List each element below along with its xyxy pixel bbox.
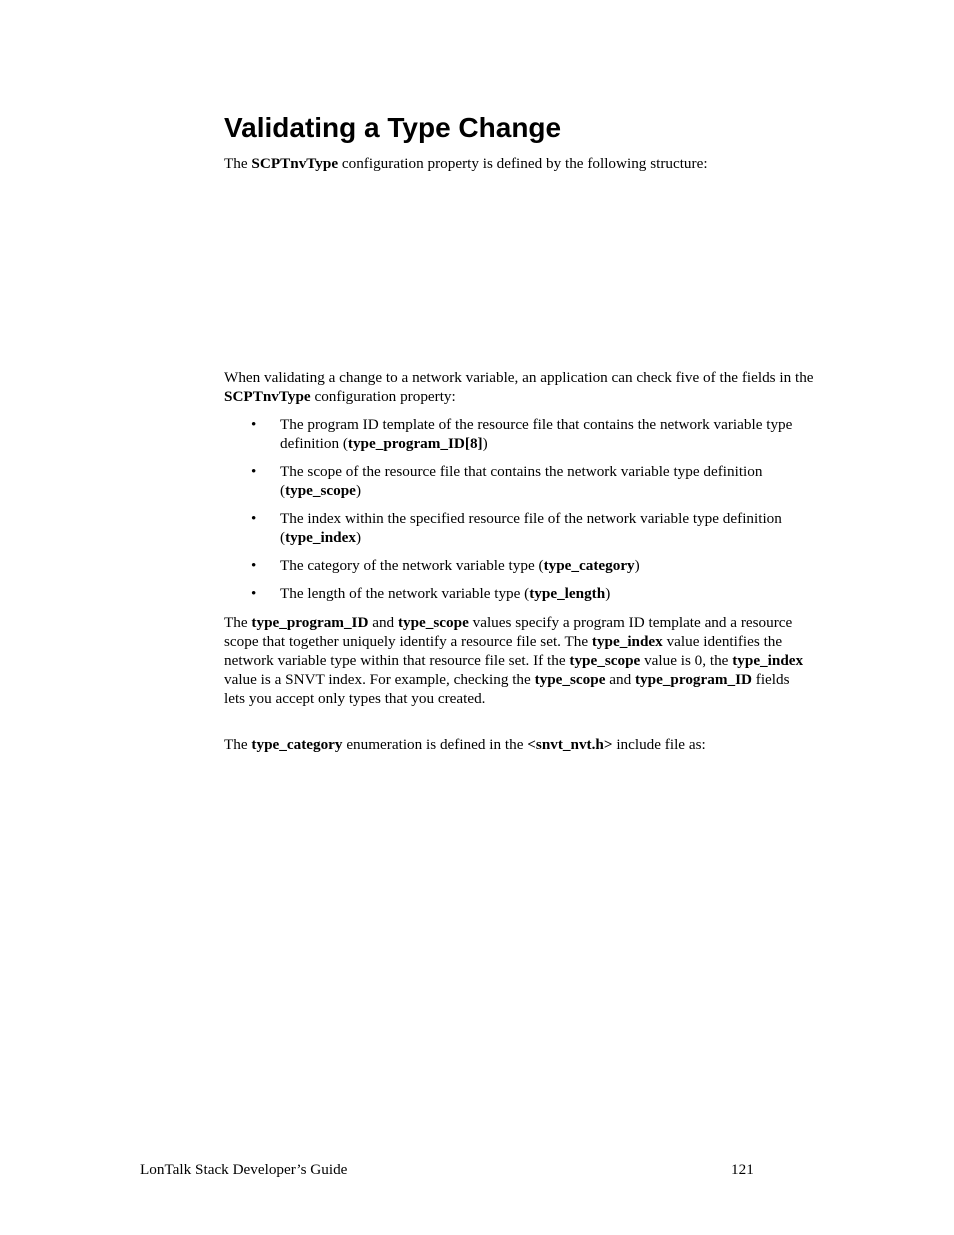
footer-page-number: 121 (731, 1161, 754, 1178)
footer-document-title: LonTalk Stack Developer’s Guide (140, 1161, 348, 1178)
fields-explanation-paragraph: The type_program_ID and type_scope values specify a program ID template and a resource scope that together uniquely identify a resource file set. The type_index value identifies the network variable type within that resource file set. If the type_scope value is 0, the type_index value is a SNVT index. For example, checking the type_scope and type_program_ID fields lets you accept only types that you created. (224, 614, 804, 707)
bullet-icon: • (251, 585, 257, 602)
field-name: type_program_ID[8] (347, 435, 483, 452)
type-category-paragraph: The type_category enumeration is defined in the <snvt_nvt.h> include file as: (224, 736, 706, 753)
scptnvtype-term: SCPTnvType (224, 388, 311, 405)
bullet-icon: • (251, 510, 257, 527)
field-name: type_index (285, 529, 356, 546)
bullet-icon: • (251, 416, 257, 433)
list-item: • The category of the network variable type (type_category) (251, 557, 640, 574)
list-item: • The scope of the resource file that contains the network variable type definition (type_scope) (251, 463, 763, 499)
intro-paragraph: The SCPTnvType configuration property is defined by the following structure: (224, 155, 708, 172)
list-item: • The program ID template of the resource file that contains the network variable type definition (type_program_ID[8]) (251, 416, 793, 452)
validation-paragraph: When validating a change to a network variable, an application can check five of the fields in the SCPTnvType configuration property: (224, 369, 814, 405)
field-list (224, 415, 814, 612)
bullet-icon: • (251, 463, 257, 480)
list-item: • The length of the network variable type (type_length) (251, 585, 611, 602)
list-item: • The index within the specified resource file of the network variable type definition (type_index) (251, 510, 782, 546)
page-title: Validating a Type Change (224, 112, 562, 143)
scptnvtype-term: SCPTnvType (251, 155, 339, 172)
bullet-icon: • (251, 557, 257, 574)
field-name: type_length (529, 585, 606, 602)
field-name: type_scope (285, 482, 356, 499)
field-name: type_category (543, 557, 635, 574)
